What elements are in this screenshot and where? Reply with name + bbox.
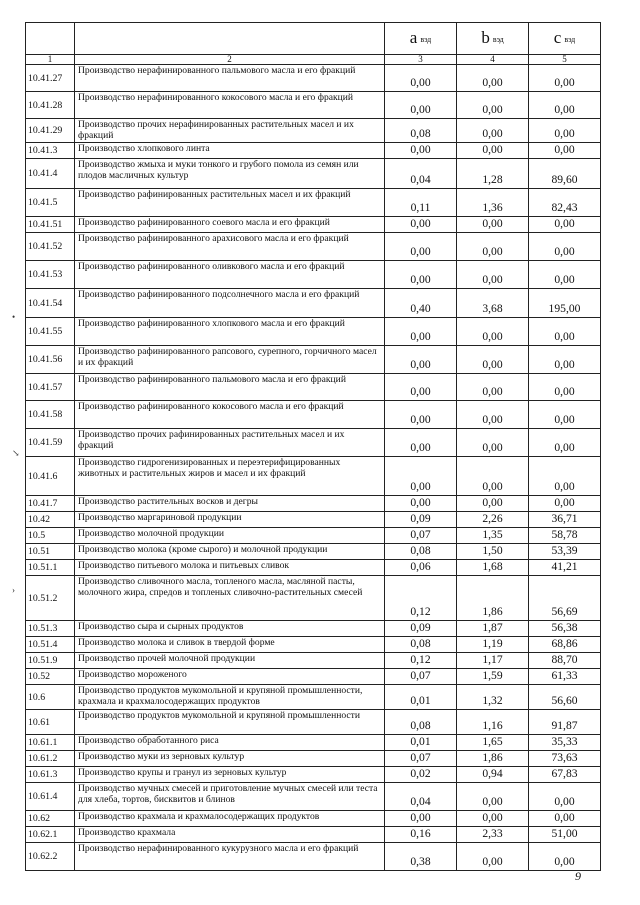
value-a: 0,00 xyxy=(385,217,457,233)
value-b: 1,32 xyxy=(457,685,529,710)
row-code: 10.61.1 xyxy=(26,735,75,751)
margin-mark: ↘ xyxy=(12,448,20,458)
table-row xyxy=(26,544,601,560)
value-b: 0,00 xyxy=(457,318,529,346)
value-c: 0,00 xyxy=(529,401,601,429)
row-name: Производство рафинированного кокосового масла и его фракций xyxy=(75,401,385,429)
value-a: 0,09 xyxy=(385,621,457,637)
header-a-cell: a $_{вэд}$ xyxy=(385,23,457,55)
row-name: Производство муки из зерновых культур xyxy=(75,751,385,767)
row-name: Производство рафинированных растительных масел и их фракций xyxy=(75,189,385,217)
value-c: 0,00 xyxy=(529,233,601,261)
value-c: 61,33 xyxy=(529,669,601,685)
row-name: Производство крахмала и крахмалосодержащих продуктов xyxy=(75,811,385,827)
value-c: 0,00 xyxy=(529,457,601,496)
value-c: 0,00 xyxy=(529,65,601,92)
value-a: 0,12 xyxy=(385,653,457,669)
value-a: 0,00 xyxy=(385,374,457,401)
row-code: 10.52 xyxy=(26,669,75,685)
value-a: 0,08 xyxy=(385,637,457,653)
row-code: 10.51.3 xyxy=(26,621,75,637)
value-a: 0,00 xyxy=(385,401,457,429)
row-name: Производство мучных смесей и приготовление мучных смесей или теста для хлеба, тортов, бисквитов и блинов xyxy=(75,783,385,811)
row-code: 10.41.54 xyxy=(26,289,75,318)
header-c-cell: c $_{вэд}$ xyxy=(529,23,601,55)
value-c: 0,00 xyxy=(529,261,601,289)
value-b: 0,00 xyxy=(457,261,529,289)
header-row xyxy=(26,23,601,55)
table-row xyxy=(26,233,601,261)
column-index-2: 2 xyxy=(75,55,385,65)
row-code: 10.42 xyxy=(26,512,75,528)
row-name: Производство гидрогенизированных и переэтерифицированных животных и растительных жиров и масел и их фракций xyxy=(75,457,385,496)
row-name: Производство молока и сливок в твердой форме xyxy=(75,637,385,653)
value-b: 1,50 xyxy=(457,544,529,560)
value-c: 51,00 xyxy=(529,827,601,843)
value-a: 0,11 xyxy=(385,189,457,217)
value-a: 0,07 xyxy=(385,751,457,767)
value-c: 0,00 xyxy=(529,843,601,871)
row-name: Производство хлопкового линта xyxy=(75,143,385,159)
value-b: 0,00 xyxy=(457,429,529,457)
table-row xyxy=(26,685,601,710)
value-a: 0,00 xyxy=(385,92,457,119)
value-b: 0,00 xyxy=(457,217,529,233)
table-row xyxy=(26,429,601,457)
value-c: 73,63 xyxy=(529,751,601,767)
coefficients-table xyxy=(25,22,601,871)
row-code: 10.5 xyxy=(26,528,75,544)
table-row xyxy=(26,374,601,401)
column-index-3: 3 xyxy=(385,55,457,65)
value-a: 0,00 xyxy=(385,143,457,159)
row-code: 10.41.55 xyxy=(26,318,75,346)
page-number: 9 xyxy=(575,869,581,883)
row-code: 10.41.29 xyxy=(26,119,75,143)
row-code: 10.61.2 xyxy=(26,751,75,767)
table-row xyxy=(26,811,601,827)
table-row xyxy=(26,637,601,653)
row-code: 10.41.28 xyxy=(26,92,75,119)
table-row xyxy=(26,289,601,318)
row-name: Производство рафинированного пальмового масла и его фракций xyxy=(75,374,385,401)
table-row xyxy=(26,783,601,811)
value-c: 89,60 xyxy=(529,159,601,189)
row-code: 10.51 xyxy=(26,544,75,560)
value-b: 0,00 xyxy=(457,374,529,401)
value-b: 1,65 xyxy=(457,735,529,751)
table-row xyxy=(26,710,601,735)
row-name: Производство молока (кроме сырого) и молочной продукции xyxy=(75,544,385,560)
header-name-cell xyxy=(75,23,385,55)
value-c: 88,70 xyxy=(529,653,601,669)
row-code: 10.61.4 xyxy=(26,783,75,811)
table-row xyxy=(26,767,601,783)
value-a: 0,04 xyxy=(385,159,457,189)
table-row xyxy=(26,560,601,576)
row-name: Производство продуктов мукомольной и крупяной промышленности, крахмала и крахмалосодержащих продуктов xyxy=(75,685,385,710)
value-b: 0,00 xyxy=(457,143,529,159)
value-b: 0,00 xyxy=(457,233,529,261)
row-name: Производство рафинированного хлопкового масла и его фракций xyxy=(75,318,385,346)
column-index-4: 4 xyxy=(457,55,529,65)
value-b: 1,28 xyxy=(457,159,529,189)
row-name: Производство нерафинированного кокосового масла и его фракций xyxy=(75,92,385,119)
value-c: 0,00 xyxy=(529,92,601,119)
table-row xyxy=(26,669,601,685)
value-c: 56,38 xyxy=(529,621,601,637)
table-row xyxy=(26,496,601,512)
row-name: Производство прочей молочной продукции xyxy=(75,653,385,669)
value-c: 0,00 xyxy=(529,143,601,159)
row-name: Производство питьевого молока и питьевых сливок xyxy=(75,560,385,576)
value-c: 0,00 xyxy=(529,811,601,827)
value-a: 0,00 xyxy=(385,261,457,289)
value-b: 0,00 xyxy=(457,496,529,512)
value-c: 36,71 xyxy=(529,512,601,528)
row-code: 10.41.53 xyxy=(26,261,75,289)
value-b: 0,00 xyxy=(457,92,529,119)
value-b: 1,16 xyxy=(457,710,529,735)
value-a: 0,00 xyxy=(385,318,457,346)
table-row xyxy=(26,576,601,621)
value-b: 0,00 xyxy=(457,843,529,871)
value-a: 0,09 xyxy=(385,512,457,528)
row-name: Производство рафинированного рапсового, сурепного, горчичного масел и их фракций xyxy=(75,346,385,374)
value-c: 53,39 xyxy=(529,544,601,560)
value-c: 0,00 xyxy=(529,783,601,811)
row-code: 10.62.1 xyxy=(26,827,75,843)
row-name: Производство маргариновой продукции xyxy=(75,512,385,528)
value-b: 1,36 xyxy=(457,189,529,217)
value-b: 0,00 xyxy=(457,457,529,496)
table-row xyxy=(26,143,601,159)
margin-mark: • xyxy=(12,312,16,322)
value-b: 0,00 xyxy=(457,119,529,143)
value-a: 0,00 xyxy=(385,496,457,512)
value-a: 0,08 xyxy=(385,710,457,735)
value-b: 2,26 xyxy=(457,512,529,528)
row-code: 10.41.27 xyxy=(26,65,75,92)
row-name: Производство рафинированного соевого масла и его фракций xyxy=(75,217,385,233)
value-c: 0,00 xyxy=(529,496,601,512)
value-b: 0,00 xyxy=(457,65,529,92)
row-name: Производство сливочного масла, топленого масла, масляной пасты, молочного жира, спредов и топленых сливочно-растительных смесей xyxy=(75,576,385,621)
value-c: 0,00 xyxy=(529,217,601,233)
table-row xyxy=(26,751,601,767)
value-b: 0,00 xyxy=(457,401,529,429)
value-a: 0,38 xyxy=(385,843,457,871)
value-c: 0,00 xyxy=(529,119,601,143)
row-code: 10.51.1 xyxy=(26,560,75,576)
value-a: 0,00 xyxy=(385,811,457,827)
value-a: 0,07 xyxy=(385,669,457,685)
value-b: 0,94 xyxy=(457,767,529,783)
value-a: 0,01 xyxy=(385,735,457,751)
value-b: 1,68 xyxy=(457,560,529,576)
value-c: 0,00 xyxy=(529,429,601,457)
row-name: Производство прочих рафинированных растительных масел и их фракций xyxy=(75,429,385,457)
row-code: 10.51.9 xyxy=(26,653,75,669)
value-b: 2,33 xyxy=(457,827,529,843)
value-a: 0,00 xyxy=(385,346,457,374)
column-index-1: 1 xyxy=(26,55,75,65)
table-row xyxy=(26,457,601,496)
value-c: 0,00 xyxy=(529,318,601,346)
row-code: 10.41.52 xyxy=(26,233,75,261)
row-code: 10.41.58 xyxy=(26,401,75,429)
value-b: 1,19 xyxy=(457,637,529,653)
table-row xyxy=(26,827,601,843)
row-name: Производство жмыха и муки тонкого и грубого помола из семян или плодов масличных культур xyxy=(75,159,385,189)
table-row xyxy=(26,528,601,544)
table-row xyxy=(26,261,601,289)
row-name: Производство обработанного риса xyxy=(75,735,385,751)
value-a: 0,40 xyxy=(385,289,457,318)
table-row xyxy=(26,159,601,189)
value-b: 1,86 xyxy=(457,576,529,621)
table-row xyxy=(26,653,601,669)
row-code: 10.41.7 xyxy=(26,496,75,512)
row-code: 10.41.59 xyxy=(26,429,75,457)
value-a: 0,12 xyxy=(385,576,457,621)
table-row xyxy=(26,65,601,92)
value-b: 3,68 xyxy=(457,289,529,318)
table-row xyxy=(26,318,601,346)
value-b: 1,87 xyxy=(457,621,529,637)
row-code: 10.41.5 xyxy=(26,189,75,217)
row-name: Производство рафинированного подсолнечного масла и его фракций xyxy=(75,289,385,318)
row-name: Производство рафинированного оливкового масла и его фракций xyxy=(75,261,385,289)
value-a: 0,00 xyxy=(385,65,457,92)
value-c: 58,78 xyxy=(529,528,601,544)
table-row xyxy=(26,512,601,528)
value-c: 91,87 xyxy=(529,710,601,735)
row-code: 10.51.4 xyxy=(26,637,75,653)
row-name: Производство нерафинированного кукурузного масла и его фракций xyxy=(75,843,385,871)
value-a: 0,07 xyxy=(385,528,457,544)
value-c: 0,00 xyxy=(529,374,601,401)
value-b: 0,00 xyxy=(457,783,529,811)
value-b: 0,00 xyxy=(457,811,529,827)
value-c: 68,86 xyxy=(529,637,601,653)
margin-mark: › xyxy=(12,585,15,595)
header-b-cell: b $_{вэд}$ xyxy=(457,23,529,55)
row-code: 10.41.56 xyxy=(26,346,75,374)
value-a: 0,00 xyxy=(385,429,457,457)
header-code-cell xyxy=(26,23,75,55)
value-c: 195,00 xyxy=(529,289,601,318)
row-code: 10.6 xyxy=(26,685,75,710)
value-c: 35,33 xyxy=(529,735,601,751)
value-a: 0,04 xyxy=(385,783,457,811)
table-row xyxy=(26,217,601,233)
row-code: 10.41.3 xyxy=(26,143,75,159)
row-code: 10.41.57 xyxy=(26,374,75,401)
row-name: Производство крахмала xyxy=(75,827,385,843)
table-row xyxy=(26,843,601,871)
row-code: 10.62.2 xyxy=(26,843,75,871)
row-name: Производство сыра и сырных продуктов xyxy=(75,621,385,637)
table-row xyxy=(26,189,601,217)
value-c: 41,21 xyxy=(529,560,601,576)
value-c: 82,43 xyxy=(529,189,601,217)
value-a: 0,02 xyxy=(385,767,457,783)
value-a: 0,08 xyxy=(385,544,457,560)
value-c: 56,69 xyxy=(529,576,601,621)
column-index-5: 5 xyxy=(529,55,601,65)
row-name: Производство нерафинированного пальмового масла и его фракций xyxy=(75,65,385,92)
value-b: 1,35 xyxy=(457,528,529,544)
row-code: 10.41.6 xyxy=(26,457,75,496)
row-code: 10.41.4 xyxy=(26,159,75,189)
column-index-row xyxy=(26,55,601,65)
table-row xyxy=(26,346,601,374)
value-b: 1,17 xyxy=(457,653,529,669)
value-a: 0,16 xyxy=(385,827,457,843)
row-code: 10.51.2 xyxy=(26,576,75,621)
table-row xyxy=(26,92,601,119)
table-row xyxy=(26,401,601,429)
value-a: 0,08 xyxy=(385,119,457,143)
table-row xyxy=(26,735,601,751)
row-code: 10.41.51 xyxy=(26,217,75,233)
value-b: 1,59 xyxy=(457,669,529,685)
row-code: 10.62 xyxy=(26,811,75,827)
value-a: 0,01 xyxy=(385,685,457,710)
row-name: Производство мороженого xyxy=(75,669,385,685)
value-b: 1,86 xyxy=(457,751,529,767)
value-a: 0,06 xyxy=(385,560,457,576)
row-name: Производство продуктов мукомольной и крупяной промышленности xyxy=(75,710,385,735)
table-row xyxy=(26,621,601,637)
row-name: Производство рафинированного арахисового масла и его фракций xyxy=(75,233,385,261)
row-name: Производство молочной продукции xyxy=(75,528,385,544)
table-row xyxy=(26,119,601,143)
row-code: 10.61.3 xyxy=(26,767,75,783)
value-a: 0,00 xyxy=(385,457,457,496)
value-b: 0,00 xyxy=(457,346,529,374)
value-c: 56,60 xyxy=(529,685,601,710)
row-name: Производство крупы и гранул из зерновых культур xyxy=(75,767,385,783)
row-name: Производство растительных восков и дегры xyxy=(75,496,385,512)
value-c: 67,83 xyxy=(529,767,601,783)
row-code: 10.61 xyxy=(26,710,75,735)
value-a: 0,00 xyxy=(385,233,457,261)
row-name: Производство прочих нерафинированных растительных масел и их фракций xyxy=(75,119,385,143)
value-c: 0,00 xyxy=(529,346,601,374)
